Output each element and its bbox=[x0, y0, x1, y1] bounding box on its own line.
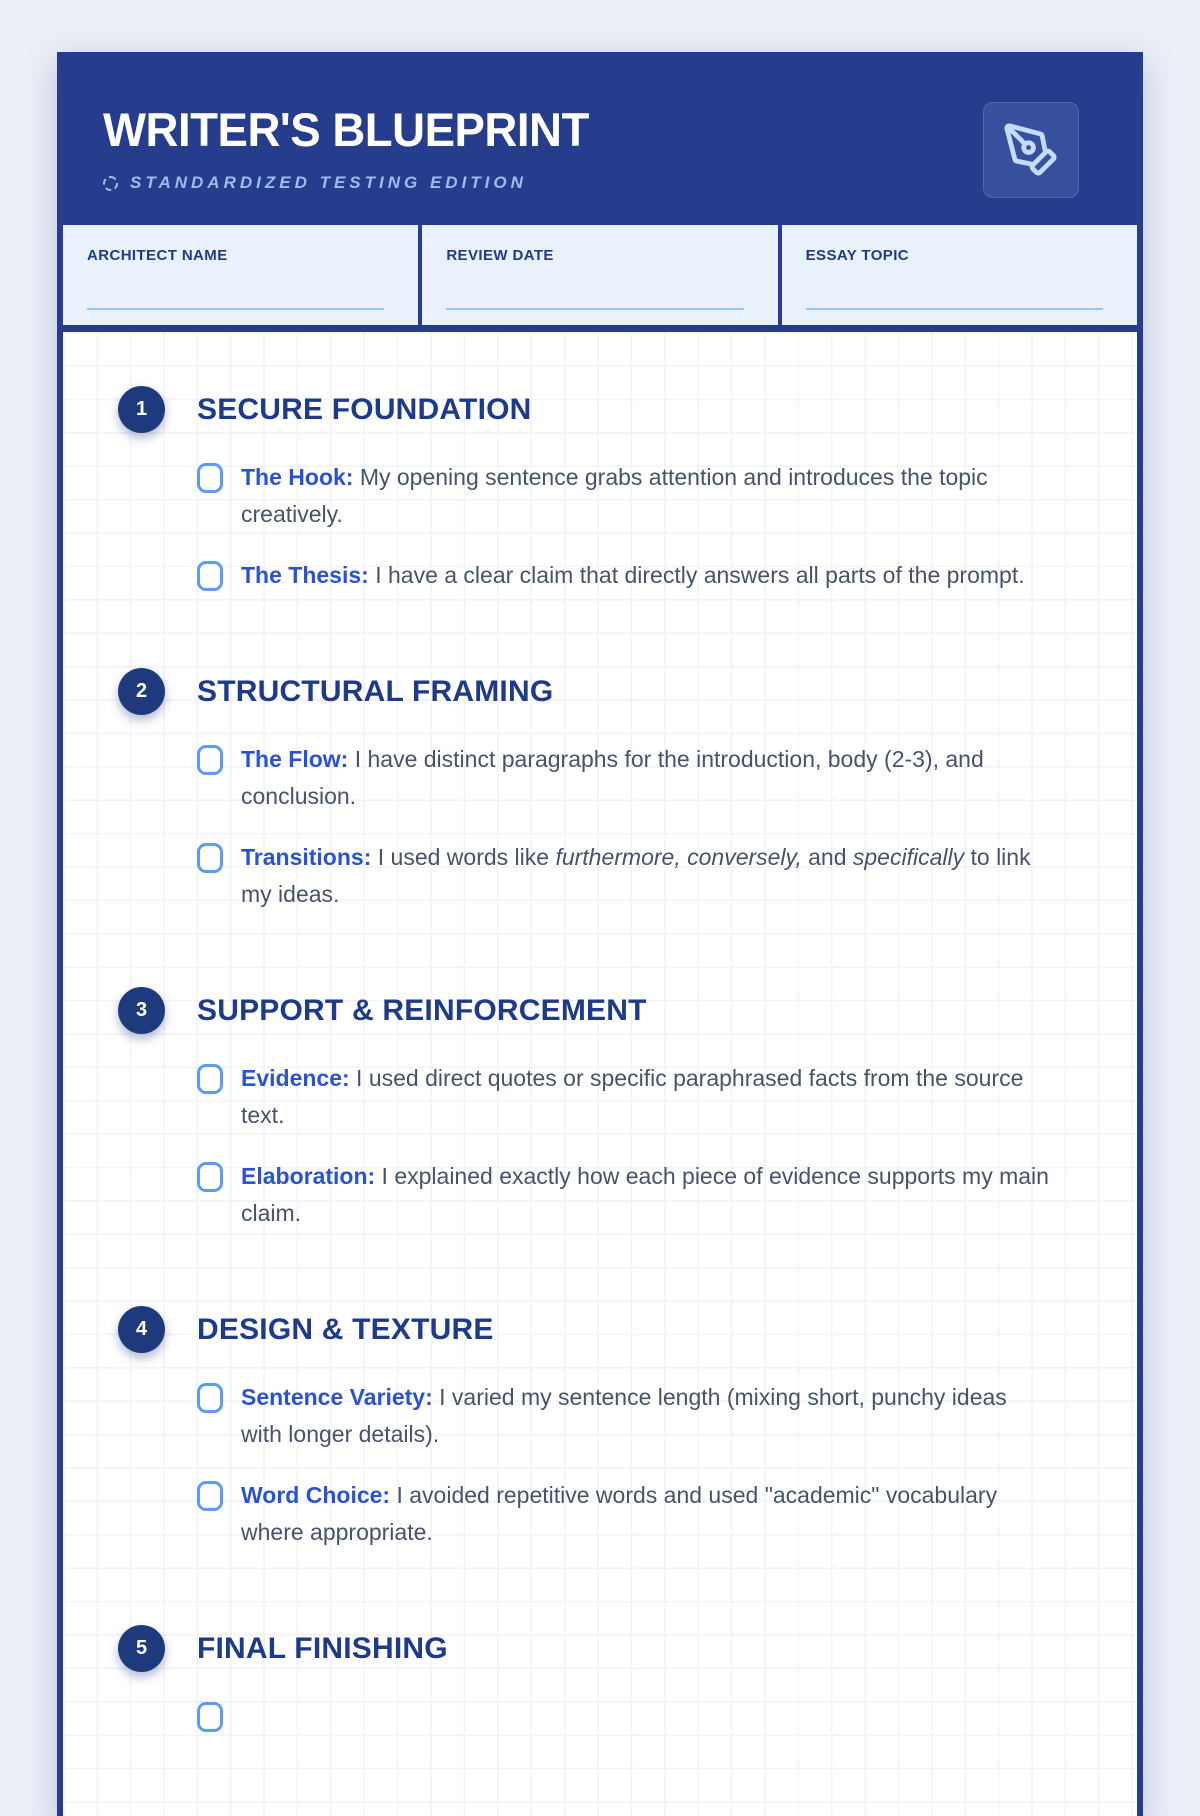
checkbox[interactable] bbox=[197, 1064, 223, 1094]
field-architect-name bbox=[63, 225, 418, 325]
section-title: SUPPORT & REINFORCEMENT bbox=[197, 993, 647, 1027]
item-text bbox=[241, 1158, 1051, 1232]
checklist-section-5 bbox=[63, 1575, 1097, 1732]
section-header bbox=[63, 386, 1097, 433]
checkbox[interactable] bbox=[197, 1702, 223, 1732]
section-number-badge: 4 bbox=[118, 1306, 165, 1353]
section-title: STRUCTURAL FRAMING bbox=[197, 674, 554, 708]
section-number-badge: 2 bbox=[118, 668, 165, 715]
item-label: Transitions: bbox=[241, 844, 372, 870]
section-number-badge: 5 bbox=[118, 1625, 165, 1672]
item-label: The Flow: bbox=[241, 746, 349, 772]
item-body: I avoided repetitive words and used "academic" vocabulary where appropriate. bbox=[241, 1482, 998, 1545]
item-text bbox=[241, 557, 1025, 594]
fields-row bbox=[57, 225, 1143, 332]
item-label: Elaboration: bbox=[241, 1163, 376, 1189]
review-date-input[interactable] bbox=[446, 308, 743, 310]
pen-tool-icon bbox=[983, 102, 1079, 198]
item-text bbox=[241, 459, 1051, 533]
item-body: My opening sentence grabs attention and introduces the topic creatively. bbox=[241, 464, 988, 527]
item-body: I used words like furthermore, conversely, and specifically to link my ideas. bbox=[241, 844, 1031, 907]
checklist-section-4 bbox=[63, 1256, 1097, 1551]
checkbox[interactable] bbox=[197, 561, 223, 591]
checklist-section-2 bbox=[63, 618, 1097, 913]
checklist-item bbox=[197, 459, 1097, 533]
section-number-badge: 1 bbox=[118, 386, 165, 433]
worksheet-card bbox=[57, 52, 1143, 1816]
section-header bbox=[63, 668, 1097, 715]
item-body: I used direct quotes or specific paraphrased facts from the source text. bbox=[241, 1065, 1024, 1128]
checklist-item bbox=[197, 557, 1097, 594]
item-body: I explained exactly how each piece of evidence supports my main claim. bbox=[241, 1163, 1049, 1226]
section-header bbox=[63, 987, 1097, 1034]
section-items bbox=[63, 459, 1097, 594]
checkbox[interactable] bbox=[197, 1383, 223, 1413]
section-number-badge: 3 bbox=[118, 987, 165, 1034]
sections-container bbox=[63, 334, 1097, 1732]
item-label: The Hook: bbox=[241, 464, 354, 490]
item-body: I varied my sentence length (mixing short, punchy ideas with longer details). bbox=[241, 1384, 1007, 1447]
item-text bbox=[241, 1379, 1051, 1453]
checklist-section-3 bbox=[63, 937, 1097, 1232]
subtitle-row bbox=[103, 173, 1097, 193]
checklist-item bbox=[197, 1379, 1097, 1453]
section-title: DESIGN & TEXTURE bbox=[197, 1312, 494, 1346]
checklist-item bbox=[197, 1158, 1097, 1232]
field-review-date bbox=[422, 225, 777, 325]
checklist-item bbox=[197, 1698, 1097, 1732]
essay-topic-input[interactable] bbox=[806, 308, 1103, 310]
item-label: Word Choice: bbox=[241, 1482, 391, 1508]
checkbox[interactable] bbox=[197, 1162, 223, 1192]
checklist-item bbox=[197, 741, 1097, 815]
item-text bbox=[241, 1477, 1051, 1551]
item-body: I have distinct paragraphs for the introduction, body (2-3), and conclusion. bbox=[241, 746, 984, 809]
checklist-item bbox=[197, 1477, 1097, 1551]
architect-name-input[interactable] bbox=[87, 308, 384, 310]
item-label: Sentence Variety: bbox=[241, 1384, 433, 1410]
item-label: Evidence: bbox=[241, 1065, 350, 1091]
header bbox=[57, 52, 1143, 225]
checklist-item bbox=[197, 1060, 1097, 1134]
dashed-circle-icon bbox=[103, 176, 118, 191]
section-items bbox=[63, 1060, 1097, 1232]
item-text bbox=[241, 1060, 1051, 1134]
section-title: SECURE FOUNDATION bbox=[197, 392, 532, 426]
item-text bbox=[241, 741, 1051, 815]
field-label: REVIEW DATE bbox=[446, 247, 554, 264]
item-body: I have a clear claim that directly answers all parts of the prompt. bbox=[368, 562, 1025, 588]
field-label: ARCHITECT NAME bbox=[87, 247, 228, 264]
checkbox[interactable] bbox=[197, 463, 223, 493]
section-items bbox=[63, 1379, 1097, 1551]
edition-subtitle: STANDARDIZED TESTING EDITION bbox=[130, 173, 527, 192]
checkbox[interactable] bbox=[197, 745, 223, 775]
section-header bbox=[63, 1625, 1097, 1672]
section-items bbox=[63, 741, 1097, 913]
checklist-content bbox=[63, 332, 1137, 1816]
field-essay-topic bbox=[782, 225, 1137, 325]
checkbox[interactable] bbox=[197, 1481, 223, 1511]
page-title: WRITER'S BLUEPRINT bbox=[103, 103, 589, 156]
checklist-section-1 bbox=[63, 334, 1097, 594]
item-text bbox=[241, 839, 1051, 913]
item-label: The Thesis: bbox=[241, 562, 369, 588]
field-label: ESSAY TOPIC bbox=[805, 247, 909, 264]
section-title: FINAL FINISHING bbox=[197, 1631, 448, 1665]
checklist-item bbox=[197, 839, 1097, 913]
section-items bbox=[63, 1698, 1097, 1732]
checkbox[interactable] bbox=[197, 843, 223, 873]
section-header bbox=[63, 1306, 1097, 1353]
